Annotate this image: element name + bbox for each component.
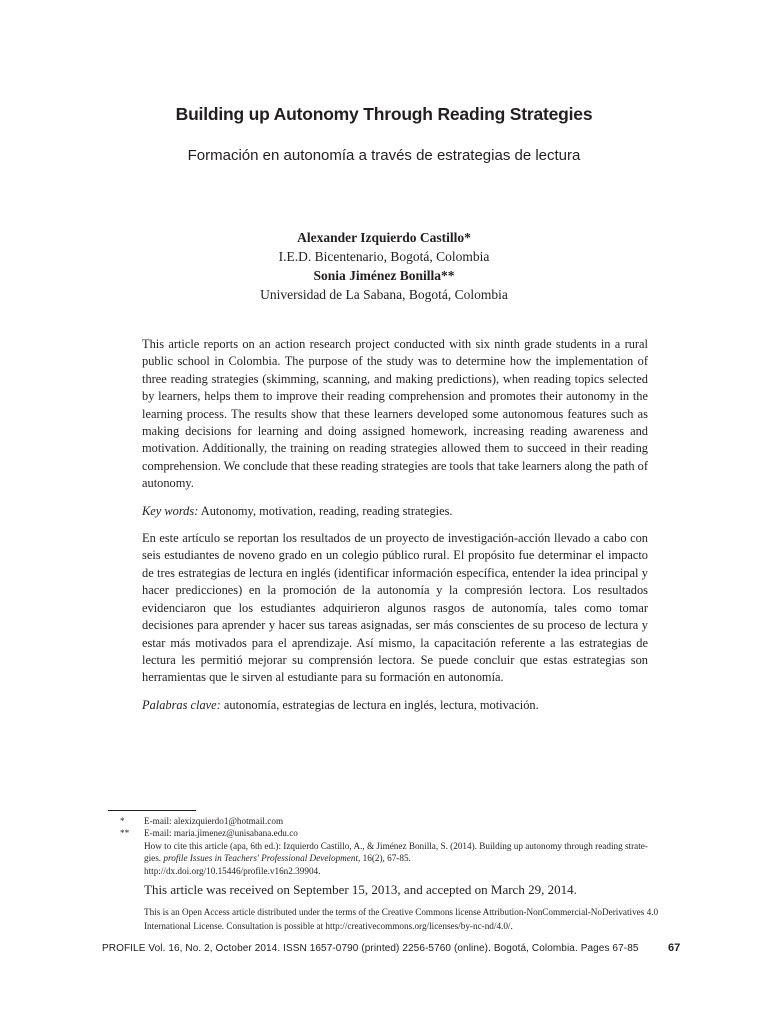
- footnotes: [108, 815, 688, 877]
- footnote-mark: *: [120, 816, 125, 826]
- abstract-section: [142, 336, 648, 724]
- footnote: [108, 827, 688, 839]
- abstract-spanish: En este artículo se reportan los resultados de un proyecto de investigación-acción llevado a cabo con seis estudiantes de noveno grado en un colegio público rural. El propósito fue determinar el impacto de tres estrategias de lectura en inglés (identificar información específica, entender la idea principal y hacer predicciones) en la promoción de la autonomía y la compresión lectora. Los resultados evidenciaron que los estudiantes adquirieron algunos rasgos de autonomía, tales como tomar decisiones para aprender y hacer sus tareas asignadas, ser más conscientes de su proceso de lectura y estar más motivados para el aprendizaje. Así mismo, la capacitación referente a las estrategias de lectura les permitió mejorar su comprensión lectora. Se puede concluir que estas estrategias son herramientas que le sirven al estudiante para su formación en autonomía.: [142, 531, 648, 685]
- author-affiliation: Universidad de La Sabana, Bogotá, Colombia: [260, 287, 508, 302]
- footnote-email-2: E-mail: maria.jimenez@unisabana.edu.co: [144, 828, 298, 839]
- footnote: [108, 815, 688, 827]
- author-block: [0, 228, 768, 304]
- author-name: Sonia Jiménez Bonilla**: [313, 268, 455, 283]
- citation-doi-link[interactable]: http://dx.doi.org/10.15446/profile.v16n2.39904.: [144, 865, 321, 876]
- palabras-clave-text: autonomía, estrategias de lectura en inglés, lectura, motivación.: [223, 697, 539, 712]
- citation-line-2: [108, 852, 688, 864]
- license-note: This is an Open Access article distributed under the terms of the Creative Commons license Attribution-NonCommercial-NoDerivatives 4.0 International License. Consultation is possible at http://creativecommons.org/licenses/by-nc-nd/4.0/.: [144, 907, 659, 931]
- keywords-line: [142, 503, 648, 520]
- palabras-clave-line: [142, 697, 648, 714]
- citation-line-1: How to cite this article (apa, 6th ed.): Izquierdo Castillo, A., & Jiménez Bonilla, S. (2014). Building up autonomy through reading strate-: [144, 840, 648, 851]
- citation-journal: profile Issues in Teachers' Professional Development,: [163, 853, 361, 864]
- citation-prefix: gies.: [144, 853, 162, 864]
- page-footer: PROFILE Vol. 16, No. 2, October 2014. ISSN 1657-0790 (printed) 2256-5760 (online). Bogotá, Colombia. Pages 67-85: [102, 943, 639, 954]
- citation-suffix: 16(2), 67-85.: [362, 853, 411, 864]
- author-affiliation: I.E.D. Bicentenario, Bogotá, Colombia: [278, 249, 490, 264]
- palabras-clave-label: Palabras clave:: [142, 697, 221, 712]
- article-subtitle: Formación en autonomía a través de estrategias de lectura: [187, 147, 581, 164]
- keywords-label: Key words:: [142, 503, 199, 518]
- author-name: Alexander Izquierdo Castillo*: [297, 230, 471, 245]
- abstract-english: This article reports on an action research project conducted with six ninth grade students in a rural public school in Colombia. The purpose of the study was to determine how the implementation of three reading strategies (skimming, scanning, and making predictions), when reading topics selected by learners, helps them to improve their reading comprehension and promotes their autonomy in the learning process. The results show that these learners developed some autonomous features such as making decisions for learning and doing assigned homework, increasing reading awareness and motivation. Additionally, the training on reading strategies allowed them to succeed in their reading comprehension. We conclude that these reading strategies are tools that take learners along the path of autonomy.: [142, 337, 648, 491]
- received-date-note: This article was received on September 15, 2013, and accepted on March 29, 2014.: [144, 882, 577, 897]
- footnote-mark: **: [120, 828, 130, 839]
- article-title: Building up Autonomy Through Reading Strategies: [175, 104, 593, 124]
- keywords-text: Autonomy, motivation, reading, reading strategies.: [200, 503, 453, 518]
- page-number: 67: [668, 942, 681, 954]
- footnote-email-1: E-mail: alexizquierdo1@hotmail.com: [144, 816, 284, 826]
- footnote-divider: [108, 810, 196, 811]
